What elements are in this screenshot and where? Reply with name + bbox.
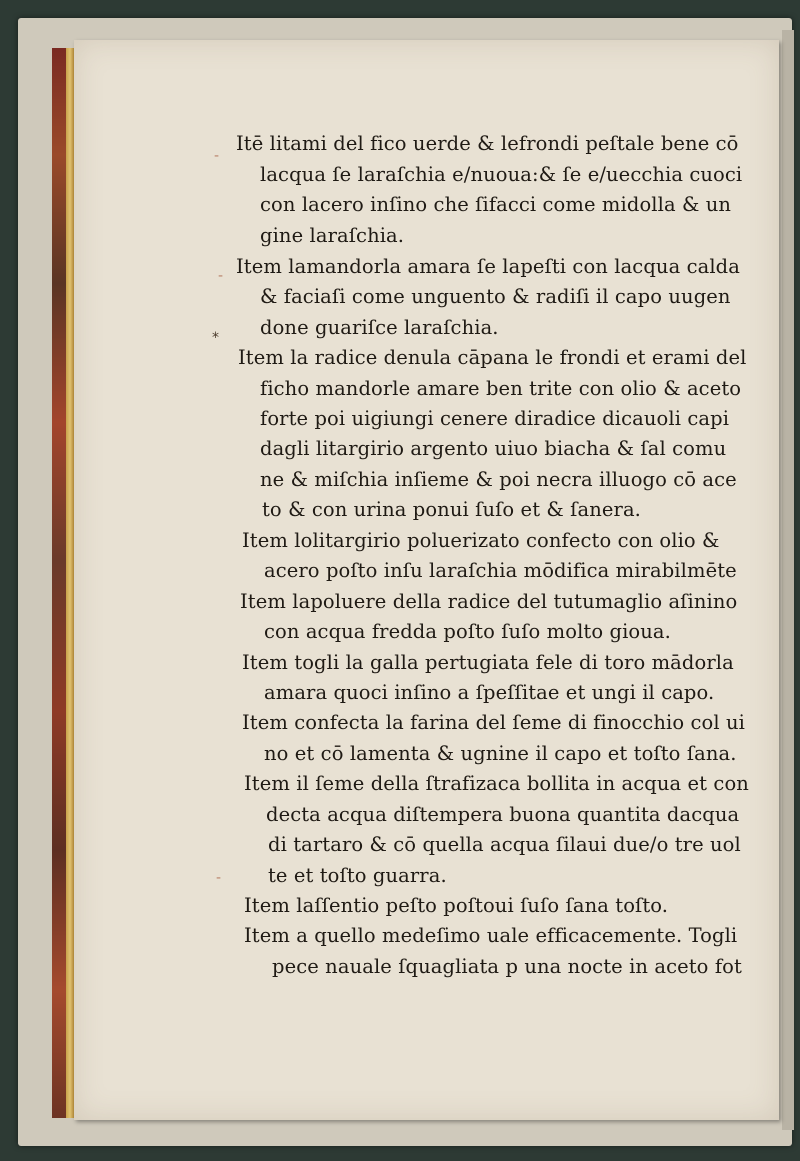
text-line: no et cō lamenta & ugnine il capo et toſto ſana. (264, 742, 737, 765)
text-line: te et toſto guarra. (268, 864, 447, 887)
page-edge (782, 30, 794, 1130)
text-line: acero poſto inſu laraſchia mōdifica mirabilmēte (264, 559, 737, 582)
text-line: Item confecta la farina del ſeme di finocchio col ui (242, 711, 745, 734)
text-line: di tartaro & cō quella acqua ſilaui due/o tre uol (268, 833, 741, 856)
text-line: ficho mandorle amare ben trite con olio & aceto (260, 377, 742, 400)
text-line: done guariſce laraſchia. (260, 316, 499, 339)
text-line: Item lapoluere della radice del tutumaglio aſinino (240, 590, 738, 613)
text-line: Item il ſeme della ſtrafizaca bollita in acqua et con (244, 772, 749, 795)
margin-mark: - (214, 148, 220, 164)
text-line: decta acqua diſtempera buona quantita dacqua (266, 803, 740, 826)
text-line: Item lamandorla amara ſe lapeſti con lacqua calda (236, 255, 740, 278)
text-line: forte poi uigiungi cenere diradice dicauoli capi (260, 407, 730, 430)
text-line: Item laſſentio peſto poſtoui ſuſo ſana toſto. (244, 894, 669, 917)
text-line: pece nauale ſquagliata p una nocte in aceto fot (272, 955, 742, 978)
text-line: con acqua fredda poſto ſuſo molto gioua. (264, 620, 671, 643)
text-line: Itē litami del fico uerde & lefrondi peſtale bene cō (236, 132, 739, 155)
text-line: amara quoci inſino a ſpeſſitae et ungi il capo. (264, 681, 715, 704)
text-line: to & con urina ponui ſuſo et & ſanera. (262, 498, 641, 521)
text-line: & faciaſi come unguento & radiſi il capo uugen (260, 285, 731, 308)
text-line: ne & miſchia inſieme & poi necra illuogo cō ace (260, 468, 737, 491)
text-line: Item lolitargirio poluerizato confecto con olio & (242, 529, 720, 552)
text-line: Item la radice denula cāpana le frondi et erami del (238, 346, 747, 369)
margin-mark: - (218, 268, 224, 284)
text-line: gine laraſchia. (260, 224, 405, 247)
gilt-edge (66, 48, 74, 1118)
text-line: Item togli la galla pertugiata fele di toro mādorla (242, 651, 734, 674)
margin-mark: * (212, 330, 219, 346)
margin-mark: - (216, 870, 222, 886)
text-line: con lacero inſino che ſifacci come midolla & un (260, 193, 732, 216)
text-line: Item a quello medeſimo uale efficacemente. Togli (244, 924, 738, 947)
text-line: lacqua ſe laraſchia e/nuoua:& ſe e/uecchia cuoci (260, 163, 743, 186)
text-line: dagli litargirio argento uiuo biacha & ſal comu (260, 437, 727, 460)
